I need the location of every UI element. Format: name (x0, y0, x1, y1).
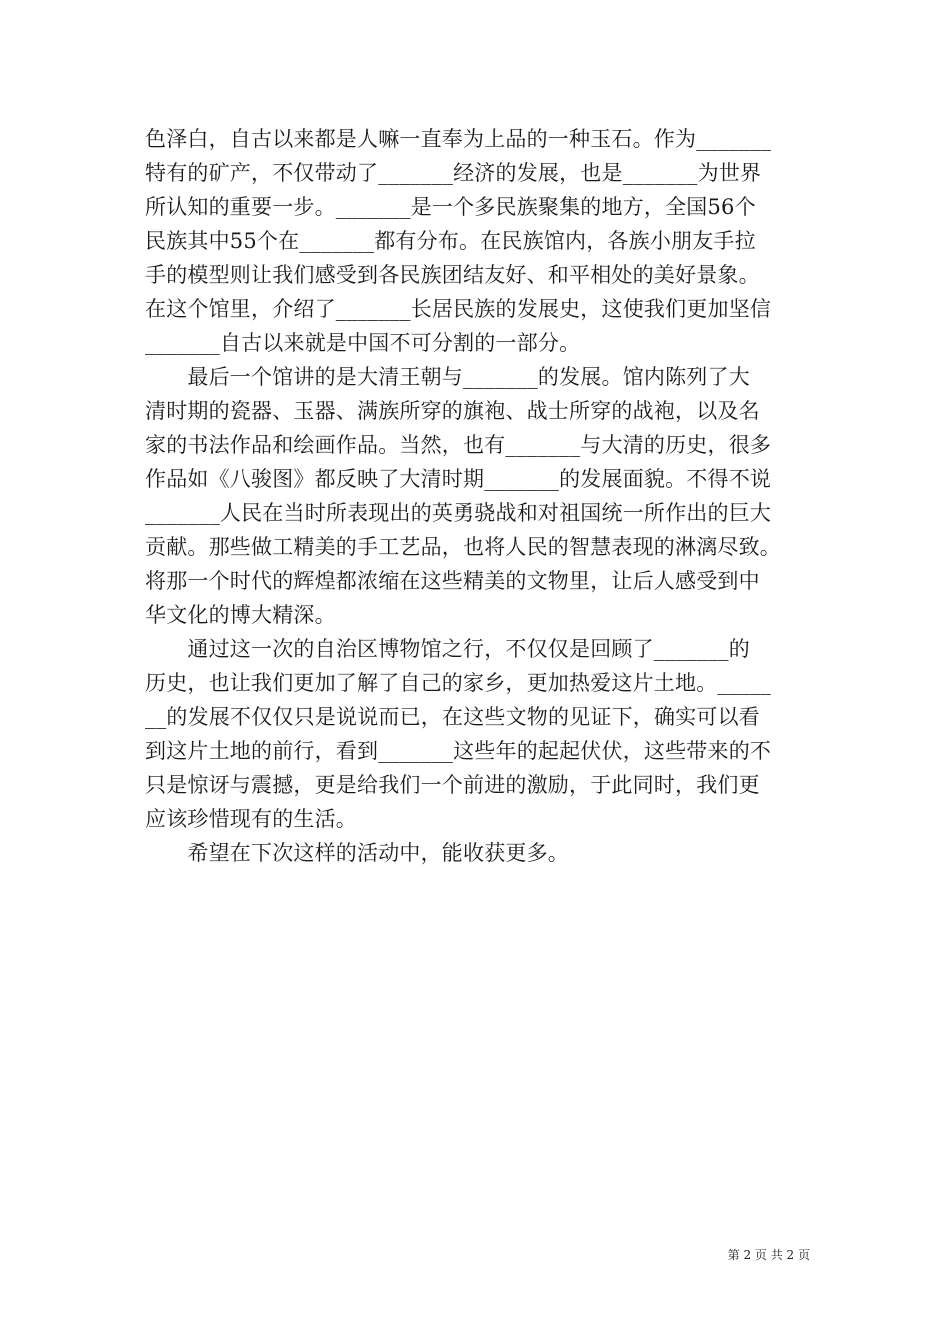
text-line: 所认知的重要一步。_______是一个多民族聚集的地方，全国56个 (145, 195, 756, 219)
text-line: 色泽白，自古以来都是人嘛一直奉为上品的一种玉石。作为_______ (145, 127, 772, 151)
text-line: 家的书法作品和绘画作品。当然，也有_______与大清的历史，很多 (145, 433, 772, 457)
text-line: 将那一个时代的辉煌都浓缩在这些精美的文物里，让后人感受到中 (145, 569, 760, 593)
text-line: 希望在下次这样的活动中，能收获更多。 (145, 841, 569, 865)
text-line: 手的模型则让我们感受到各民族团结友好、和平相处的美好景象。 (145, 263, 760, 287)
text-line: 清时期的瓷器、玉器、满族所穿的旗袍、战士所穿的战袍，以及名 (145, 399, 760, 423)
text-line: 到这片土地的前行，看到_______这些年的起起伏伏，这些带来的不 (145, 739, 772, 763)
text-line: 最后一个馆讲的是大清王朝与_______的发展。馆内陈列了大 (145, 365, 750, 389)
text-line: _______人民在当时所表现出的英勇骁战和对祖国统一所作出的巨大 (145, 501, 772, 525)
text-line: 应该珍惜现有的生活。 (145, 807, 357, 831)
page-number-footer: 第 2 页 共 2 页 (727, 1248, 810, 1262)
document-body (145, 122, 810, 870)
text-line: 特有的矿产，不仅带动了_______经济的发展，也是_______为世界 (145, 161, 762, 185)
text-line: 只是惊讶与震撼，更是给我们一个前进的激励，于此同时，我们更 (145, 773, 760, 797)
text-line: 在这个馆里，介绍了_______长居民族的发展史，这使我们更加坚信 (145, 297, 772, 321)
text-line: 通过这一次的自治区博物馆之行，不仅仅是回顾了_______的 (145, 637, 750, 661)
text-line: 华文化的博大精深。 (145, 603, 336, 627)
text-line: 贡献。那些做工精美的手工艺品，也将人民的智慧表现的淋漓尽致。 (145, 535, 781, 559)
text-line: __的发展不仅仅只是说说而已，在这些文物的见证下，确实可以看 (145, 705, 760, 729)
text-line: 民族其中55个在_______都有分布。在民族馆内，各族小朋友手拉 (145, 229, 756, 253)
text-line: 历史，也让我们更加了解了自己的家乡，更加热爱这片土地。_____ (145, 671, 771, 695)
text-line: 作品如《八骏图》都反映了大清时期_______的发展面貌。不得不说 (145, 467, 772, 491)
text-line: _______自古以来就是中国不可分割的一部分。 (145, 331, 581, 355)
